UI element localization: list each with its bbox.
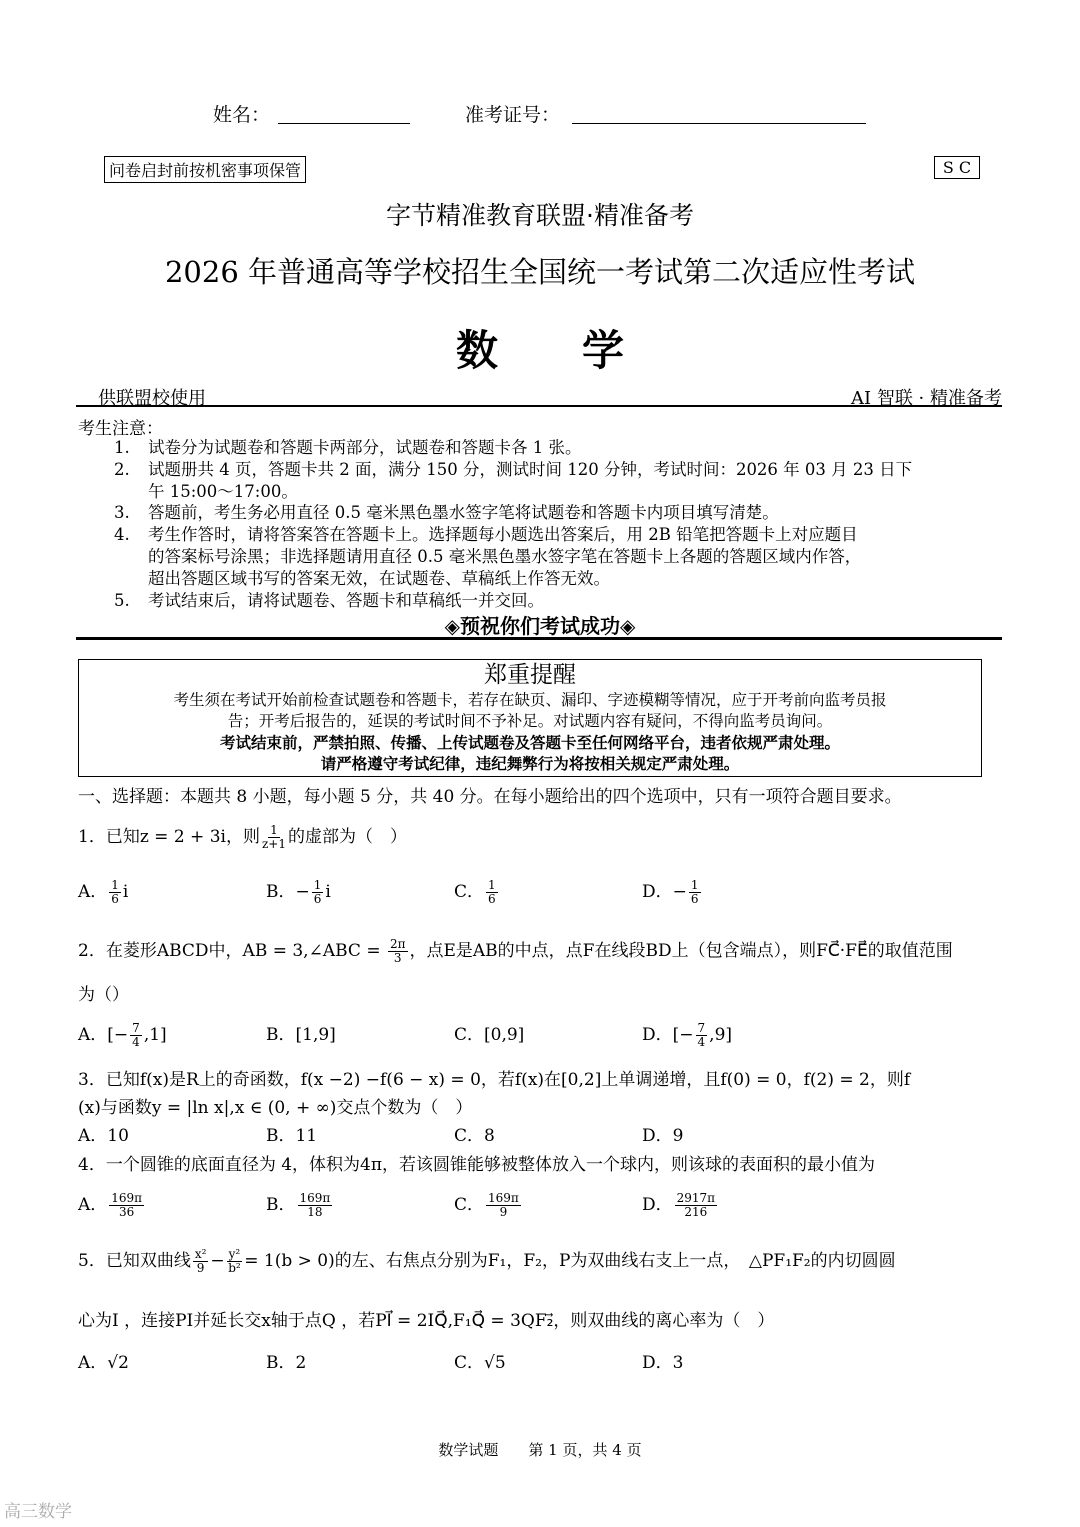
option-C: C．√5 bbox=[454, 1353, 506, 1373]
note-item bbox=[114, 437, 912, 459]
secret-box: 问卷启封前按机密事项保管 bbox=[104, 156, 306, 183]
fraction: $\frac{169\pi}{18}$ bbox=[299, 1191, 331, 1219]
option-A: A．10 bbox=[78, 1126, 129, 1146]
q-text: ，点E是AB的中点，点F在线段BD上（包含端点），则FC⃗·FE⃗的取值范围 bbox=[409, 941, 953, 961]
fraction: $\frac{1}{6}$ bbox=[690, 878, 699, 906]
subject-title: 数 学 bbox=[455, 326, 624, 375]
option-C: C．[0,9] bbox=[454, 1025, 525, 1045]
notes-list bbox=[114, 437, 912, 611]
right-tag: AI 智联 · 精准备考 bbox=[851, 388, 1002, 409]
good-luck: ◈预祝你们考试成功◈ bbox=[444, 614, 636, 638]
page-footer: 数学试题 第 1 页，共 4 页 bbox=[438, 1441, 642, 1459]
reminder-bold: 考试结束前，严禁拍照、传播、上传试题卷及答题卡至任何网络平台，违者依规严肃处理。 bbox=[219, 734, 840, 752]
question-3-cont: (x)与函数y = |ln x|,x ∈ (0, + ∞)交点个数为（ ） bbox=[78, 1098, 473, 1118]
option-B: B． $\frac{169\pi}{18}$ bbox=[266, 1191, 331, 1219]
note-number: 2. bbox=[114, 459, 130, 479]
option-B: B．11 bbox=[266, 1126, 318, 1146]
question-4: 4．一个圆锥的底面直径为 4，体积为4π，若该圆锥能够被整体放入一个球内，则该球的表面积的最小值为 bbox=[78, 1155, 876, 1175]
left-tag: 供联盟校使用 bbox=[98, 388, 206, 409]
note-line: 考试结束后，请将试题卷、答题卡和草稿纸一并交回。 bbox=[148, 590, 544, 610]
option-B: B．− $\frac{1}{6}$ i bbox=[266, 878, 331, 906]
q-text: 的虚部为（ ） bbox=[287, 827, 407, 847]
option-A: A．√2 bbox=[78, 1353, 129, 1373]
note-item bbox=[114, 590, 912, 612]
option-C: C． $\frac{169\pi}{9}$ bbox=[454, 1191, 519, 1219]
divider bbox=[76, 405, 1002, 407]
fraction: $\frac{169\pi}{9}$ bbox=[488, 1191, 519, 1219]
q-text: 1．已知z = 2 + 3i，则 bbox=[78, 827, 260, 847]
id-field[interactable] bbox=[572, 100, 866, 124]
reminder-title: 郑重提醒 bbox=[484, 662, 576, 688]
option-A: A． $\frac{1}{6}$ i bbox=[78, 878, 129, 906]
note-number: 3. bbox=[114, 503, 130, 523]
question-1 bbox=[78, 822, 407, 851]
q-text: = 1(b > 0)的左、右焦点分别为F₁，F₂，P为双曲线右支上一点， △PF₁F₂的内切圆圆 bbox=[244, 1251, 896, 1271]
fraction: $\frac{7}{4}$ bbox=[697, 1021, 706, 1049]
note-number: 5. bbox=[114, 590, 130, 610]
id-label: 准考证号： bbox=[465, 104, 561, 126]
note-item bbox=[114, 459, 912, 503]
fraction: $\frac{\text{y²}}{\text{b²}}$ bbox=[228, 1247, 241, 1275]
reminder-line: 考生须在考试开始前检查试题卷和答题卡，若存在缺页、漏印、字迹模糊等情况，应于开考前向监考员报 bbox=[173, 691, 887, 709]
fraction: $\frac{169\pi}{36}$ bbox=[111, 1191, 143, 1219]
fraction: $\frac{1}{z+1}$ bbox=[261, 823, 286, 851]
divider bbox=[76, 637, 1002, 640]
question-5-cont: 心为I ，连接PI并延长交x轴于点Q ，若PI⃗ = 2IQ⃗,F₁Q⃗ = 3QF₂⃗，则双曲线的离心率为（ ） bbox=[78, 1311, 775, 1331]
notes-heading: 考生注意： bbox=[78, 419, 163, 439]
note-number: 4. bbox=[114, 525, 130, 545]
q-text: 5．已知双曲线 bbox=[78, 1251, 191, 1271]
option-D: D． $\frac{2917\pi}{216}$ bbox=[642, 1191, 716, 1219]
option-D: D．[− $\frac{7}{4}$ ,9] bbox=[642, 1021, 733, 1049]
alliance-title: 字节精准教育联盟·精准备考 bbox=[386, 201, 694, 230]
q-text: 2．在菱形ABCD中，AB = 3,∠ABC = bbox=[78, 941, 386, 961]
note-item bbox=[114, 502, 912, 524]
option-B: B．[1,9] bbox=[266, 1025, 336, 1045]
note-item bbox=[114, 524, 912, 589]
note-line: 午 15:00～17:00。 bbox=[148, 481, 298, 501]
note-line: 试题册共 4 页，答题卡共 2 面，满分 150 分，测试时间 120 分钟，考试时间：2026 年 03 月 23 日下 bbox=[148, 459, 913, 479]
question-2 bbox=[78, 936, 953, 965]
fraction: $\frac{1}{6}$ bbox=[111, 878, 119, 906]
note-line: 试卷分为试题卷和答题卡两部分，试题卷和答题卡各 1 张。 bbox=[148, 438, 582, 457]
note-line: 考生作答时，请将答案答在答题卡上。选择题每小题选出答案后，用 2B 铅笔把答题卡上对应题目 bbox=[148, 525, 858, 545]
option-D: D．9 bbox=[642, 1126, 684, 1146]
note-line: 答题前，考生务必用直径 0.5 毫米黑色墨水签字笔将试题卷和答题卡内项目填写清楚。 bbox=[148, 503, 779, 523]
note-line: 超出答题区域书写的答案无效，在试题卷、草稿纸上作答无效。 bbox=[148, 568, 610, 588]
fraction: $\frac{1}{6}$ bbox=[313, 878, 322, 906]
note-number: 1. bbox=[114, 438, 130, 457]
reminder-bold: 请严格遵守考试纪律，违纪舞弊行为将按相关规定严肃处理。 bbox=[320, 755, 740, 773]
question-5: 5．已知双曲线 $\frac{\text{x²}}{9}$ − $\frac{\text{y²}}{\text{b²}}$ = 1(b > 0)的左、右焦点分别为F₁，F₂，P为双曲线右支上一点， △PF₁F₂的内切圆圆 bbox=[78, 1247, 896, 1275]
fraction: $\frac{2\pi}{3}$ bbox=[389, 937, 406, 965]
option-D: D．3 bbox=[642, 1353, 684, 1373]
fraction: $\frac{\text{x²}}{9}$ bbox=[194, 1247, 207, 1275]
reminder-line: 告；开考后报告的，延误的考试时间不予补足。对试题内容有疑问，不得向监考员询问。 bbox=[227, 712, 833, 730]
option-B: B．2 bbox=[266, 1353, 307, 1373]
option-C: C．8 bbox=[454, 1126, 495, 1146]
code-box: S C bbox=[934, 156, 980, 179]
fraction: $\frac{2917\pi}{216}$ bbox=[676, 1191, 716, 1219]
option-A: A．[− $\frac{7}{4}$ ,1] bbox=[78, 1021, 167, 1049]
option-A: A． $\frac{169\pi}{36}$ bbox=[78, 1191, 143, 1219]
fraction: $\frac{7}{4}$ bbox=[132, 1021, 140, 1049]
question-2-cont: 为（） bbox=[78, 985, 129, 1005]
reminder-box bbox=[78, 659, 982, 777]
watermark: 高三数学 bbox=[4, 1502, 72, 1522]
option-C: C． $\frac{1}{6}$ bbox=[454, 878, 496, 906]
exam-title: 2026 年普通高等学校招生全国统一考试第二次适应性考试 bbox=[164, 255, 916, 289]
question-3: 3．已知f(x)是R上的奇函数，f(x −2) −f(6 − x) = 0，若f(x)在[0,2]上单调递增，且f(0) = 0，f(2) = 2，则f bbox=[78, 1070, 911, 1090]
fraction: $\frac{1}{6}$ bbox=[488, 878, 496, 906]
name-label: 姓名： bbox=[213, 104, 271, 126]
section-heading: 一、选择题：本题共 8 小题，每小题 5 分，共 40 分。在每小题给出的四个选项中，只有一项符合题目要求。 bbox=[78, 787, 902, 807]
option-D: D．− $\frac{1}{6}$ bbox=[642, 878, 699, 906]
note-line: 的答案标号涂黑；非选择题请用直径 0.5 毫米黑色墨水签字笔在答题卡上各题的答题区域内作答， bbox=[148, 546, 862, 566]
name-field[interactable] bbox=[278, 100, 410, 124]
